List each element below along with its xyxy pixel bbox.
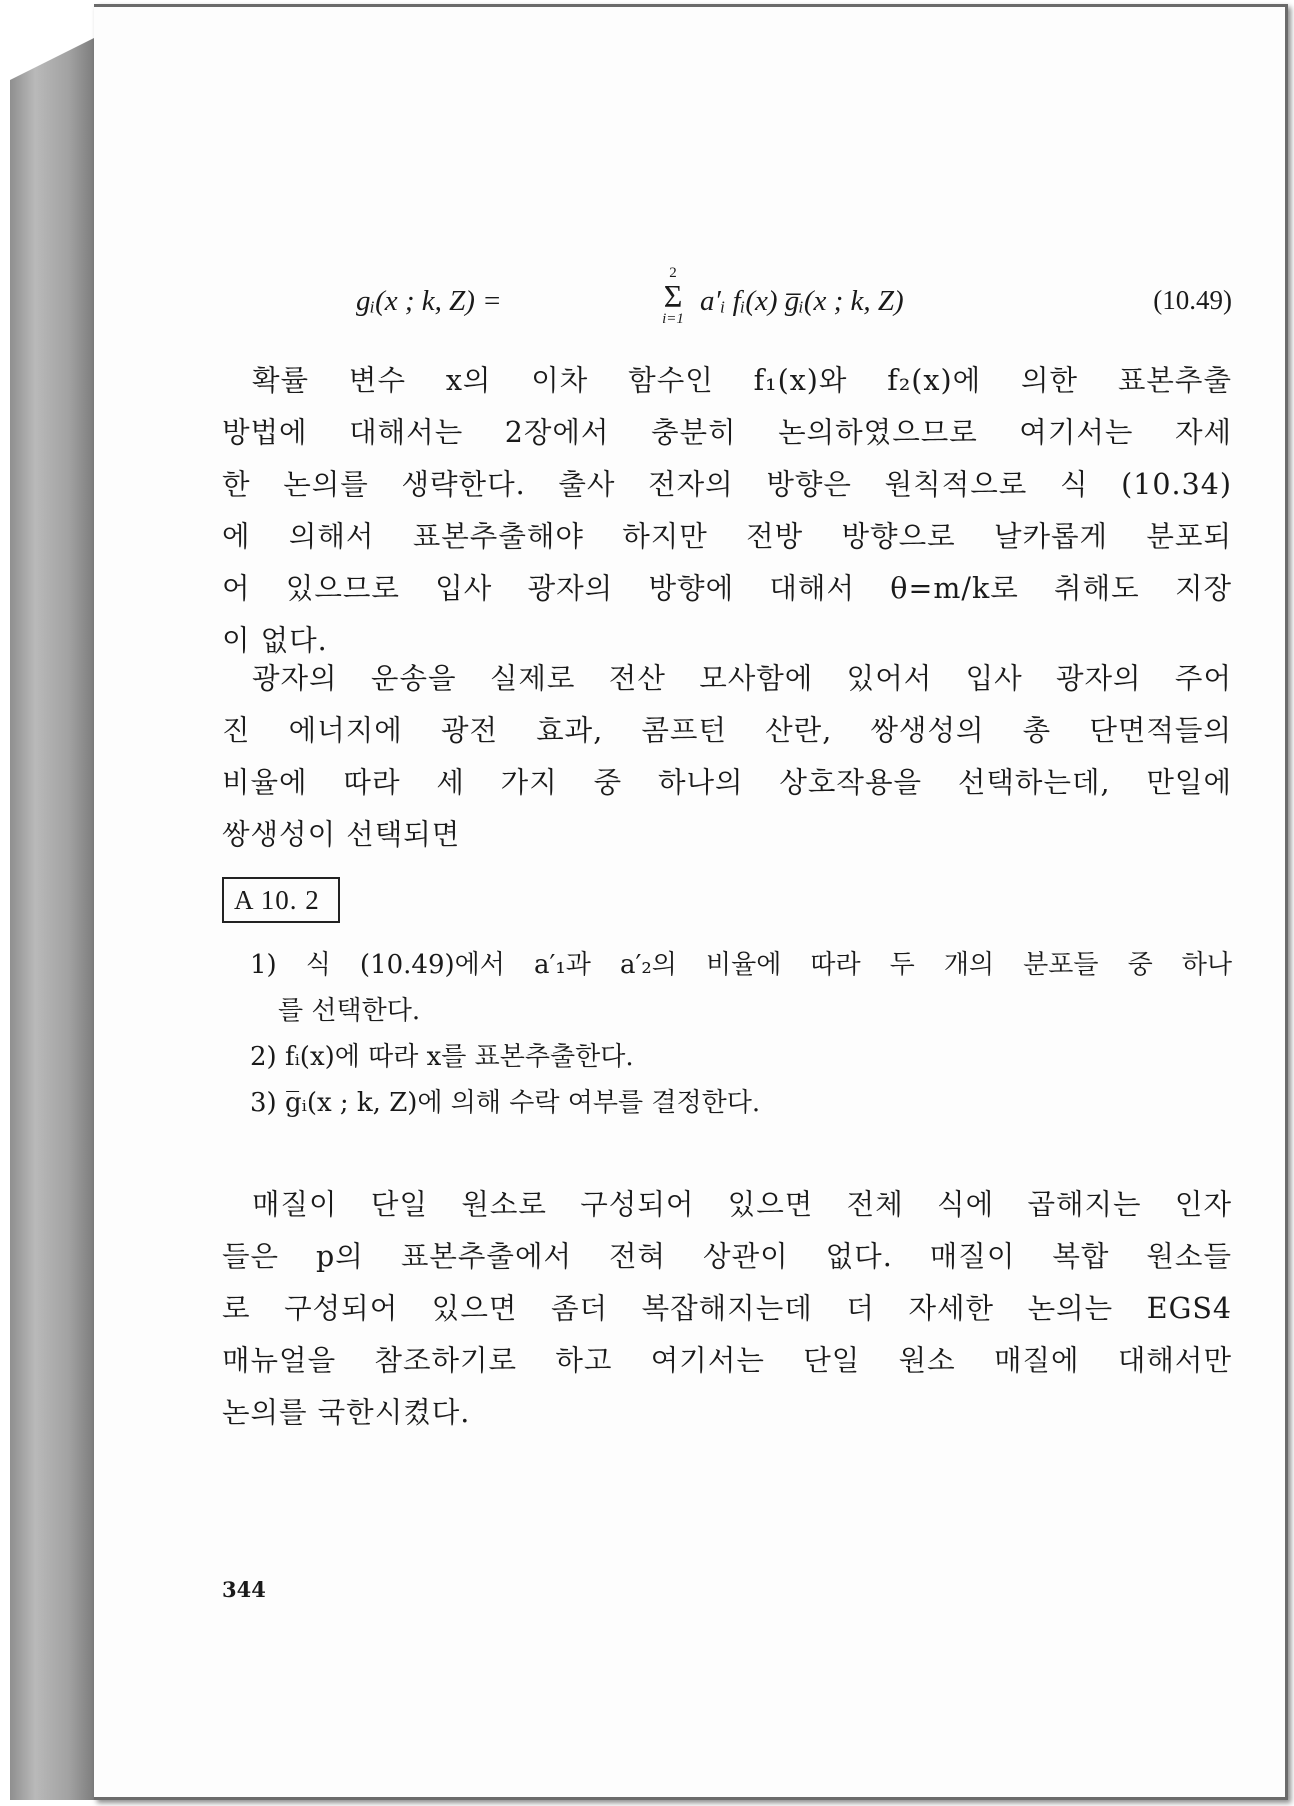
algorithm-step: 3) g̅ᵢ(x ; k, Z)에 의해 수락 여부를 결정한다. [250, 1088, 761, 1118]
paragraph-line: 매질이 단일 원소로 구성되어 있으면 전체 식에 곱해지는 인자 [252, 1188, 1232, 1221]
book-page-stack-edge [10, 38, 94, 1800]
algorithm-step-continuation: 를 선택한다. [278, 996, 421, 1026]
paragraph-line: 광자의 운송을 실제로 전산 모사함에 있어서 입사 광자의 주어 [252, 662, 1232, 695]
paragraph-line: 논의를 국한시켰다. [222, 1396, 471, 1429]
paragraph-line: 확률 변수 x의 이차 함수인 f₁(x)와 f₂(x)에 의한 표본추출 [252, 364, 1232, 397]
equation-number: (10.49) [1153, 285, 1232, 315]
algorithm-steps [250, 942, 1232, 1126]
equation-rhs: a′ᵢ fᵢ(x) g̅ᵢ(x ; k, Z) [700, 285, 904, 317]
paragraph-line: 들은 p의 표본추출에서 전혀 상관이 없다. 매질이 복합 원소들 [222, 1240, 1232, 1273]
page-number: 344 [222, 1577, 266, 1602]
sigma-glyph: Σ [663, 278, 683, 314]
paragraph-line: 한 논의를 생략한다. 출사 전자의 방향은 원칙적으로 식 (10.34) [222, 468, 1232, 501]
paragraph-line: 방법에 대해서는 2장에서 충분히 논의하였으므로 여기서는 자세 [222, 416, 1232, 449]
paragraph-medium-composition [222, 1179, 1232, 1439]
algorithm-step: 1) 식 (10.49)에서 a′₁과 a′₂의 비율에 따라 두 개의 분포들 중 하나 [250, 950, 1232, 980]
paragraph-line: 어 있으므로 입사 광자의 방향에 대해서 θ=m/k로 취해도 지장 [222, 572, 1232, 605]
paragraph-line: 진 에너지에 광전 효과, 콤프턴 산란, 쌍생성의 총 단면적들의 [222, 714, 1232, 747]
summation-upper-limit: 2 [669, 265, 677, 281]
book-page [94, 4, 1288, 1800]
paragraph-line: 쌍생성이 선택되면 [222, 818, 461, 851]
paragraph-line: 에 의해서 표본추출해야 하지만 전방 방향으로 날카롭게 분포되 [222, 520, 1232, 553]
equation-lhs: gᵢ(x ; k, Z) = [356, 285, 502, 317]
paragraph-line: 이 없다. [222, 624, 328, 657]
equation-10-49 [222, 265, 1232, 347]
paragraph-line: 로 구성되어 있으면 좀더 복잡해지는데 더 자세한 논의는 EGS4 [222, 1292, 1232, 1325]
paragraph-photon-transport [222, 653, 1232, 861]
paragraph-line: 비율에 따라 세 가지 중 하나의 상호작용을 선택하는데, 만일에 [222, 766, 1232, 799]
algorithm-label: A 10. 2 [222, 877, 340, 923]
paragraph-line: 매뉴얼을 참조하기로 하고 여기서는 단일 원소 매질에 대해서만 [222, 1344, 1232, 1377]
summation-lower-limit: i=1 [662, 311, 684, 327]
algorithm-step: 2) fᵢ(x)에 따라 x를 표본추출한다. [250, 1042, 634, 1072]
paragraph-sampling-method [222, 355, 1232, 667]
summation-symbol [656, 265, 690, 327]
